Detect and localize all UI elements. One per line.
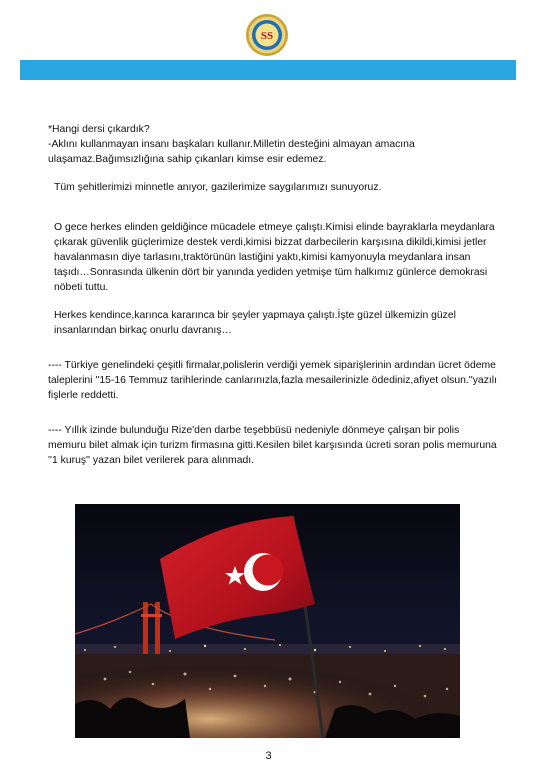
tribute-paragraph: Tüm şehitlerimizi minnetle anıyor, gazilerimize saygılarımızı sunuyoruz. [54, 182, 382, 193]
logo-text: SS [260, 30, 274, 42]
police-ticket-paragraph: ---- Yıllık izinde bulunduğu Rize'den darbe teşebbüsü nedeniyle dönmeye çalışan bir polis memuru bilet almak için turizm firmasına gitti.Kesilen bilet karşısında ücreti soran polis memuruna ''1 kuruş'' yazan bilet verilerek para alınmadı. [48, 425, 497, 466]
header-band [20, 60, 516, 80]
answer-line-2: ulaşamaz.Bağımsızlığına sahip çıkanları kimse esir edemez. [48, 154, 327, 165]
document-body [48, 122, 500, 468]
school-logo [245, 13, 289, 57]
question-line: *Hangi dersi çıkardık? [48, 124, 150, 135]
page-number: 3 [265, 750, 272, 762]
flag-crowd-photo [75, 504, 460, 738]
firms-paragraph: ---- Türkiye genelindeki çeşitli firmalar,polislerin verdiği yemek siparişlerinin ardından ücret ödeme taleplerini ''15-16 Temmuz tarihlerinde canlarınızla,fazla mesailerinizle ödediniz,afiyet olsun.''yazılı fişlerle reddetti. [48, 360, 497, 401]
answer-line-1: -Aklını kullanmayan insanı başkaları kullanır.Milletin desteğini almayan amacına [48, 139, 415, 150]
night-effort-paragraph: O gece herkes elinden geldiğince mücadele etmeye çalıştı.Kimisi elinde bayraklarla meydanlara çıkarak güvenlik güçlerimize destek verdi,kimisi bizzat darbecilerin karşısına dikildi,kimisi jetler havalanmasın diye tarlasını,traktörünün lastiğini yaktı,kimisi kamyonuyla meydanlara insan taşıdı…Sonrasında ülkenin dört bir yanında yediden yetmişe tüm halkımız günlerce demokrasi nöbeti tuttu. [54, 222, 495, 293]
honorable-acts-paragraph: Herkes kendince,karınca kararınca bir şeyler yapmaya çalıştı.İşte güzel ülkemizin güzel insanlarından birkaç onurlu davranış… [54, 310, 456, 336]
